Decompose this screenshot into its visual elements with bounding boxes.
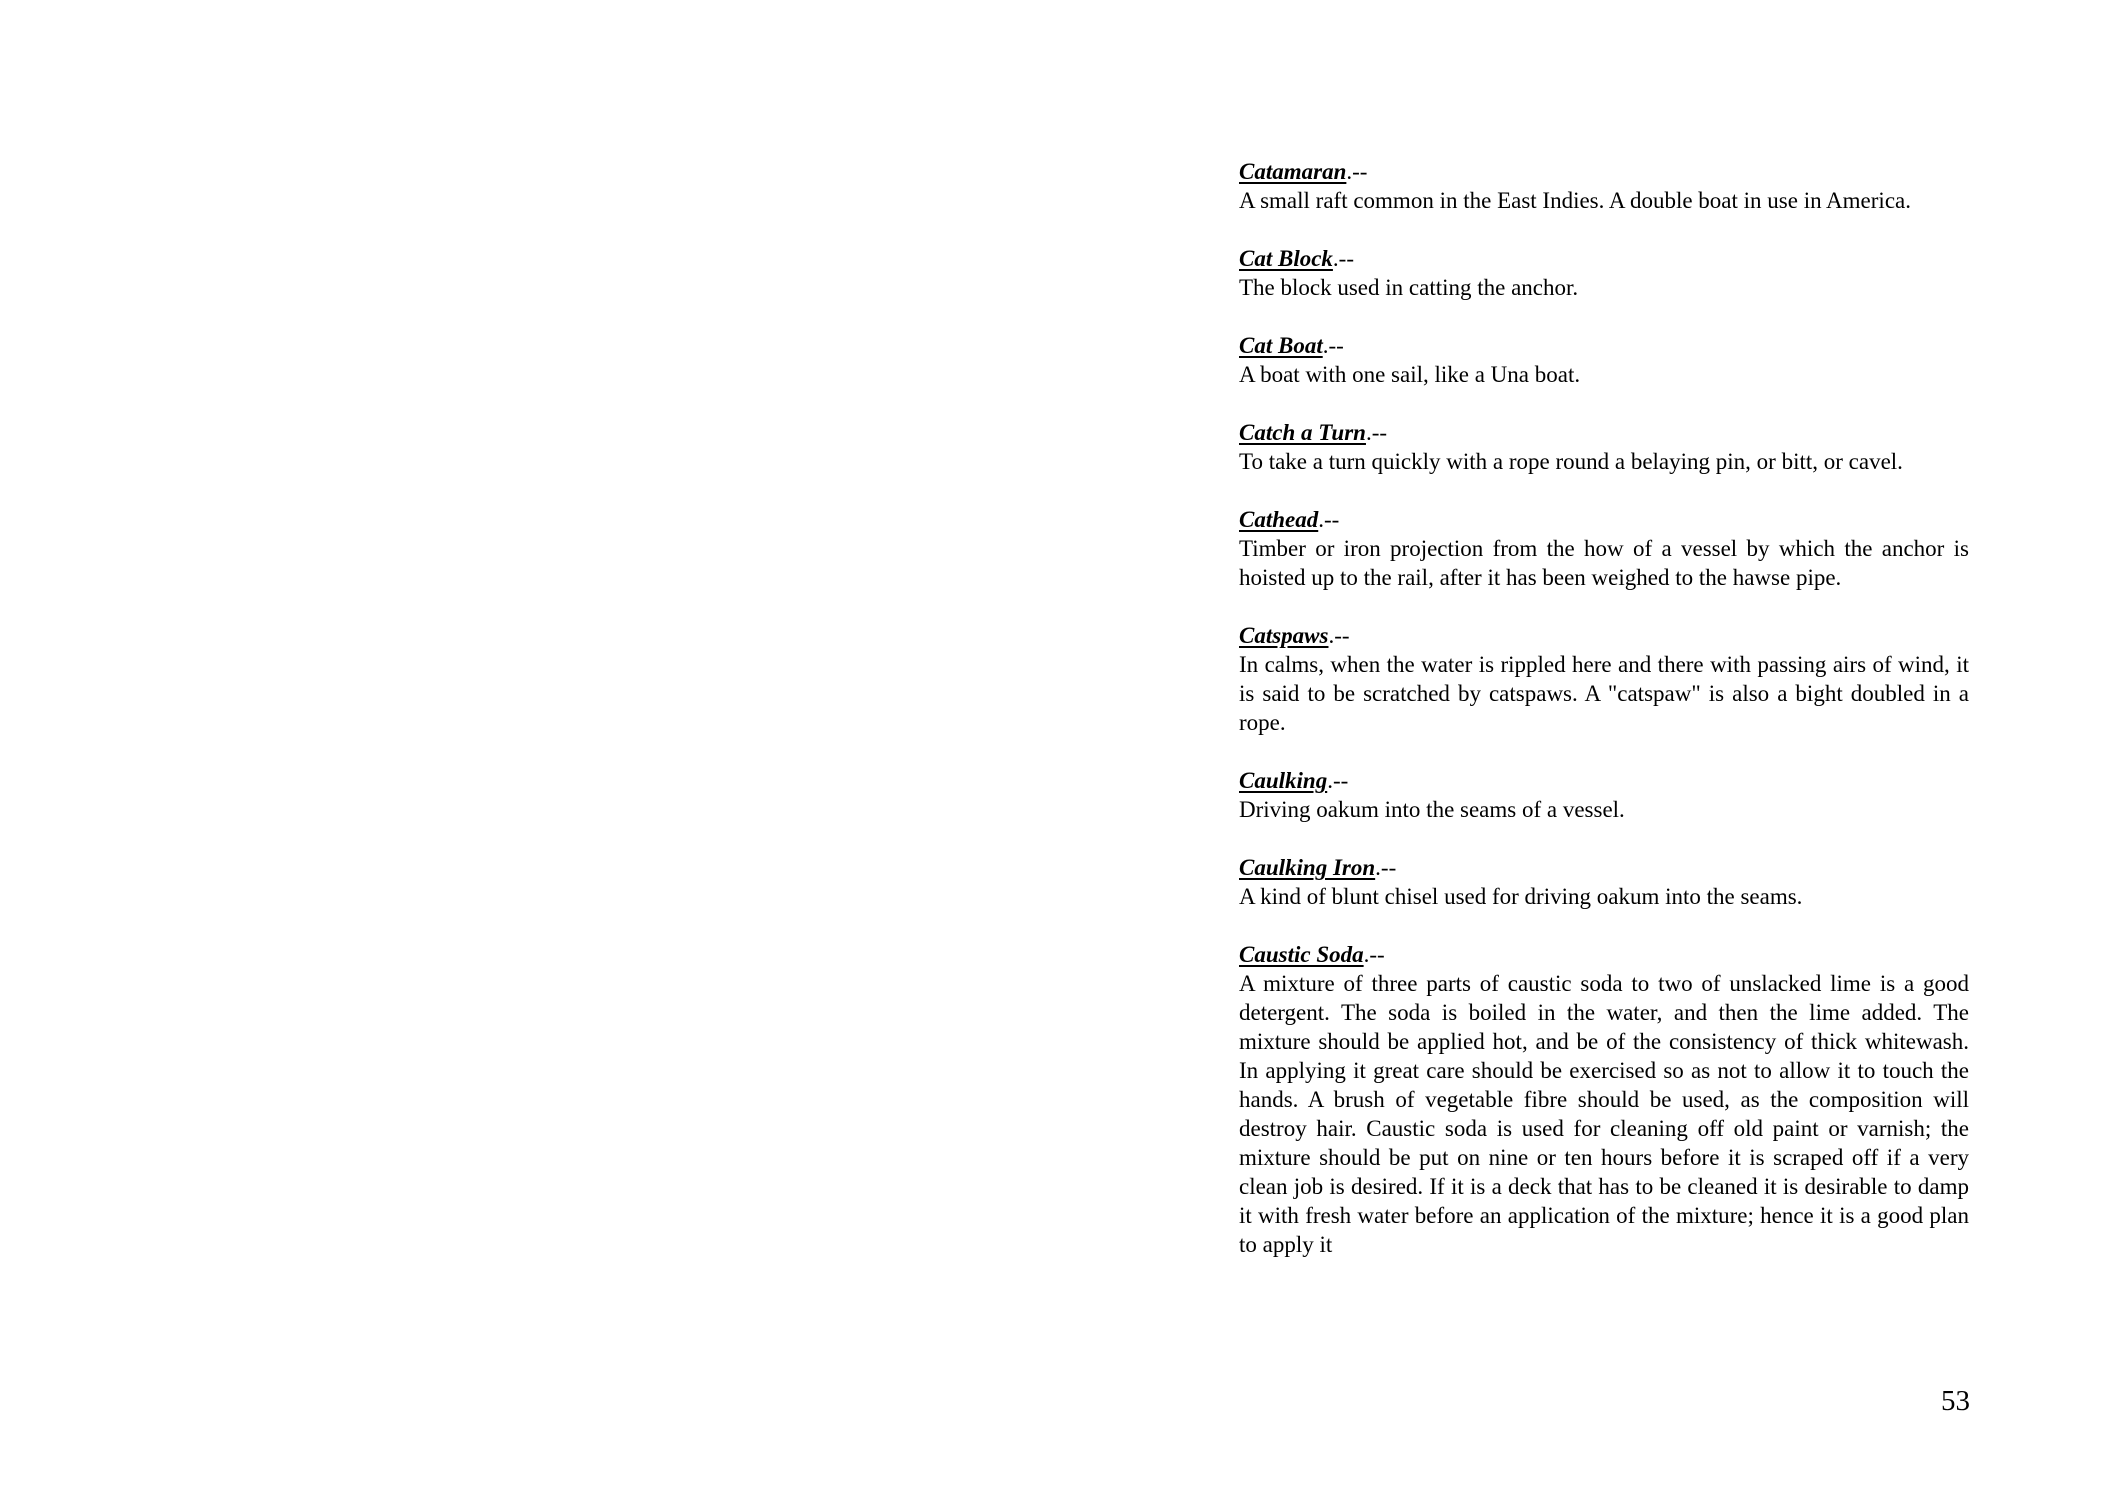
entry-term: Cathead — [1239, 507, 1319, 532]
entry-definition: A small raft common in the East Indies. A double boat in use in America. — [1239, 188, 1911, 213]
glossary-entry — [1239, 244, 1969, 302]
entry-term-suffix: .-- — [1322, 333, 1344, 358]
entry-term-suffix: .-- — [1332, 246, 1354, 271]
entry-term: Caustic Soda — [1239, 942, 1364, 967]
entry-heading — [1239, 940, 1969, 969]
entry-term-suffix: .-- — [1346, 159, 1368, 184]
entry-term: Cat Boat — [1239, 333, 1323, 358]
glossary-entry — [1239, 621, 1969, 737]
entry-term: Catspaws — [1239, 623, 1329, 648]
entry-term: Catamaran — [1239, 159, 1347, 184]
glossary-entry — [1239, 157, 1969, 215]
entry-term: Cat Block — [1239, 246, 1333, 271]
glossary-entry — [1239, 331, 1969, 389]
entry-definition: To take a turn quickly with a rope round a belaying pin, or bitt, or cavel. — [1239, 449, 1903, 474]
entry-definition: In calms, when the water is rippled here and there with passing airs of wind, it is said to be scratched by catspaws. A "catspaw" is also a bight doubled in a rope. — [1239, 652, 1969, 735]
entry-definition: A mixture of three parts of caustic soda to two of unslacked lime is a good detergent. The soda is boiled in the water, and then the lime added. The mixture should be applied hot, and be of the consistency of thick whitewash. In applying it great care should be exercised so as not to allow it to touch the hands. A brush of vegetable fibre should be used, as the composition will destroy hair. Caustic soda is used for cleaning off old paint or varnish; the mixture should be put on nine or ten hours before it is scraped off if a very clean job is desired. If it is a deck that has to be cleaned it is desirable to damp it with fresh water before an application of the mixture; hence it is a good plan to apply it — [1239, 971, 1969, 1257]
page-number: 53 — [1941, 1385, 1970, 1417]
entry-term-suffix: .-- — [1375, 855, 1397, 880]
entry-term: Caulking — [1239, 768, 1328, 793]
entry-heading — [1239, 331, 1969, 360]
entry-definition: Driving oakum into the seams of a vessel. — [1239, 797, 1625, 822]
entry-term-suffix: .-- — [1327, 768, 1349, 793]
entry-heading — [1239, 853, 1969, 882]
glossary-entry — [1239, 505, 1969, 592]
glossary-entry — [1239, 940, 1969, 1259]
entry-heading — [1239, 157, 1969, 186]
entry-heading — [1239, 418, 1969, 447]
entry-term-suffix: .-- — [1318, 507, 1340, 532]
entry-definition: The block used in catting the anchor. — [1239, 275, 1579, 300]
entry-term-suffix: .-- — [1328, 623, 1350, 648]
glossary-column — [1239, 157, 1969, 1288]
entry-heading — [1239, 621, 1969, 650]
entry-heading — [1239, 505, 1969, 534]
glossary-entry — [1239, 418, 1969, 476]
glossary-entry — [1239, 853, 1969, 911]
entry-term: Caulking Iron — [1239, 855, 1376, 880]
entry-term-suffix: .-- — [1365, 420, 1388, 445]
entry-heading — [1239, 766, 1969, 795]
entry-heading — [1239, 244, 1969, 273]
entry-term: Catch a Turn — [1239, 420, 1366, 445]
entry-definition: Timber or iron projection from the how of a vessel by which the anchor is hoisted up to the rail, after it has been weighed to the hawse pipe. — [1239, 536, 1969, 590]
glossary-entry — [1239, 766, 1969, 824]
entry-term-suffix: .-- — [1363, 942, 1385, 967]
entry-definition: A boat with one sail, like a Una boat. — [1239, 362, 1581, 387]
entry-definition: A kind of blunt chisel used for driving oakum into the seams. — [1239, 884, 1803, 909]
